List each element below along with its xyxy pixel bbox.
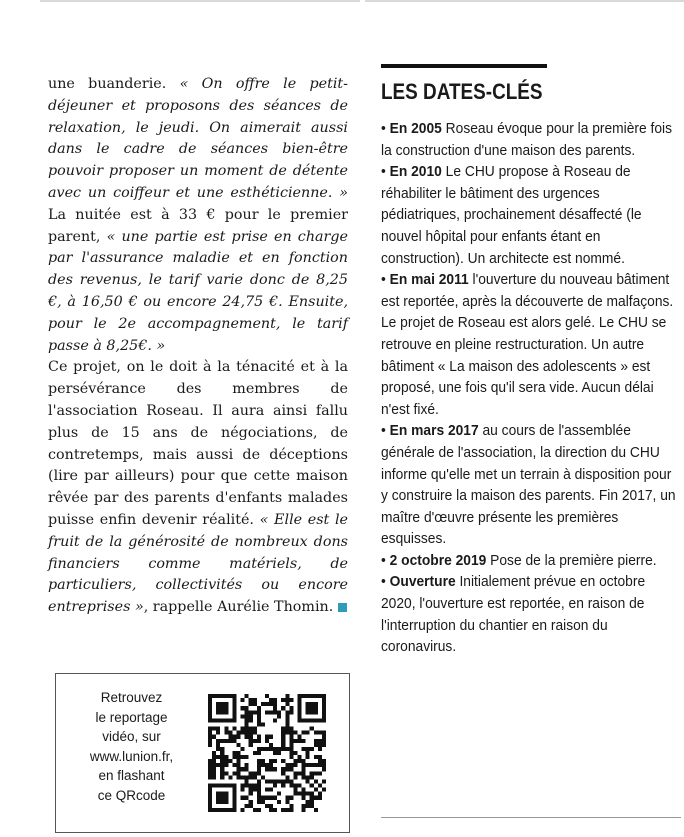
entry-date: 2 octobre 2019 [389, 551, 487, 569]
sidebar-title: LES DATES-CLÉS [381, 79, 543, 104]
entry-date: Ouverture [389, 573, 456, 591]
text-span: La nuitée est à 33 € pour le premier parent, [48, 206, 348, 245]
entry-date: En 2005 [389, 120, 442, 137]
key-date-entry: • En 2005 Roseau évoque pour la première fois la construction d'une maison des parents. [381, 120, 672, 159]
end-of-article-square-icon [338, 603, 347, 612]
text-span: Ce projet, on le doit à la ténacité et à la persévérance des membres de l'association Roseau. Il aura ainsi fallu plus de 15 ans de négociations, de contretemps, mais aussi de déceptions (lire par ailleurs) pour que cette maison rêvée par des parents d'enfants malades puisse enfin devenir réalité. [48, 359, 348, 528]
entry-text: Pose de la première pierre. [486, 551, 657, 569]
text-span: une buanderie. [48, 76, 180, 92]
article-body [48, 74, 348, 619]
qr-code-icon[interactable] [208, 694, 326, 812]
entry-text: Initialement prévue en octobre 2020, l'ouverture est reportée, en raison de l'interruption du chantier en raison du coronavirus. [381, 573, 646, 656]
sidebar-bottom-rule [381, 817, 681, 818]
entry-text: au cours de l'assemblée générale de l'association, la direction du CHU informe qu'elle met un terrain à disposition pour y construire la maison des parents. Fin 2017, un maître d'œuvre présente les premières esquisses. [381, 422, 676, 548]
key-date-entry: • Ouverture Initialement prévue en octobre 2020, l'ouverture est reportée, en raison de l'interruption du chantier en raison du coronavirus. [381, 573, 646, 656]
entry-date: En mars 2017 [389, 422, 479, 440]
quote-span: « On offre le petit-déjeuner et proposons des séances de relaxation, le jeudi. On aimerait aussi dans le cadre de séances bien-être pouvoir proposer un moment de détente avec un coiffeur et une esthéticienne. » [48, 76, 348, 201]
article-paragraph-2 [48, 357, 348, 619]
entry-date: En mai 2011 [389, 271, 469, 289]
quote-span: « une partie est prise en charge par l'assurance maladie et en fonction des revenus, le tarif varie donc de 8,25 €, à 16,50 € ou encore 24,75 €. Ensuite, pour le 2e accompagnement, le tarif passe à 8,25€. » [48, 228, 348, 354]
key-date-entry: • En mars 2017 au cours de l'assemblée générale de l'association, la direction du CHU informe qu'elle met un terrain à disposition pour y construire la maison des parents. Fin 2017, un maître d'œuvre présente les premières esquisses. [381, 422, 676, 548]
qr-promo-text [64, 688, 199, 806]
heading-rule [381, 64, 547, 68]
top-border [0, 0, 684, 4]
key-date-entry: • En mai 2011 l'ouverture du nouveau bâtiment est reportée, après la découverte de malfaçons. Le projet de Roseau est alors gelé. Le CHU se retrouve en pleine restructuration. Un autre bâtiment « La maison des adolescents » est proposé, une fois qu'il sera vide. Aucun délai n'est fixé. [381, 271, 674, 418]
entry-text: l'ouverture du nouveau bâtiment est reportée, après la découverte de malfaçons. Le projet de Roseau est alors gelé. Le CHU se retrouve en pleine restructuration. Un autre bâtiment « La maison des adolescents » est proposé, une fois qu'il sera vide. Aucun délai n'est fixé. [381, 271, 674, 418]
qr-promo-box [55, 673, 350, 833]
qr-text-line: Retrouvez [100, 690, 163, 705]
article-paragraph-1 [48, 74, 348, 357]
qr-text-line: en flashant [98, 768, 165, 784]
qr-text-line: le reportage [95, 709, 168, 725]
key-date-entry: • En 2010 Le CHU propose à Roseau de réhabiliter le bâtiment des urgences pédiatriques, prochainement désaffecté (le nouvel hôpital pour enfants étant en construction). Un architecte est nommé. [381, 163, 642, 267]
entry-date: En 2010 [389, 163, 442, 181]
key-dates-sidebar [381, 64, 677, 658]
key-date-entry: • 2 octobre 2019 Pose de la première pierre. [381, 551, 657, 569]
entry-text: Roseau évoque pour la première fois la construction d'une maison des parents. [381, 120, 672, 159]
qr-text-line: www.lunion.fr, [89, 748, 174, 764]
entry-text: Le CHU propose à Roseau de réhabiliter le bâtiment des urgences pédiatriques, prochainement désaffecté (le nouvel hôpital pour enfants étant en construction). Un architecte est nommé. [381, 163, 642, 267]
qr-text-line: ce QRcode [97, 787, 166, 803]
text-span: , rappelle Aurélie Thomin. [143, 599, 334, 616]
quote-span: « Elle est le fruit de la générosité de nombreux dons financiers comme matériels, de particuliers, collectivités ou encore entreprises » [48, 511, 349, 616]
qr-text-line: vidéo, sur [102, 729, 161, 745]
key-dates-list [381, 118, 677, 658]
